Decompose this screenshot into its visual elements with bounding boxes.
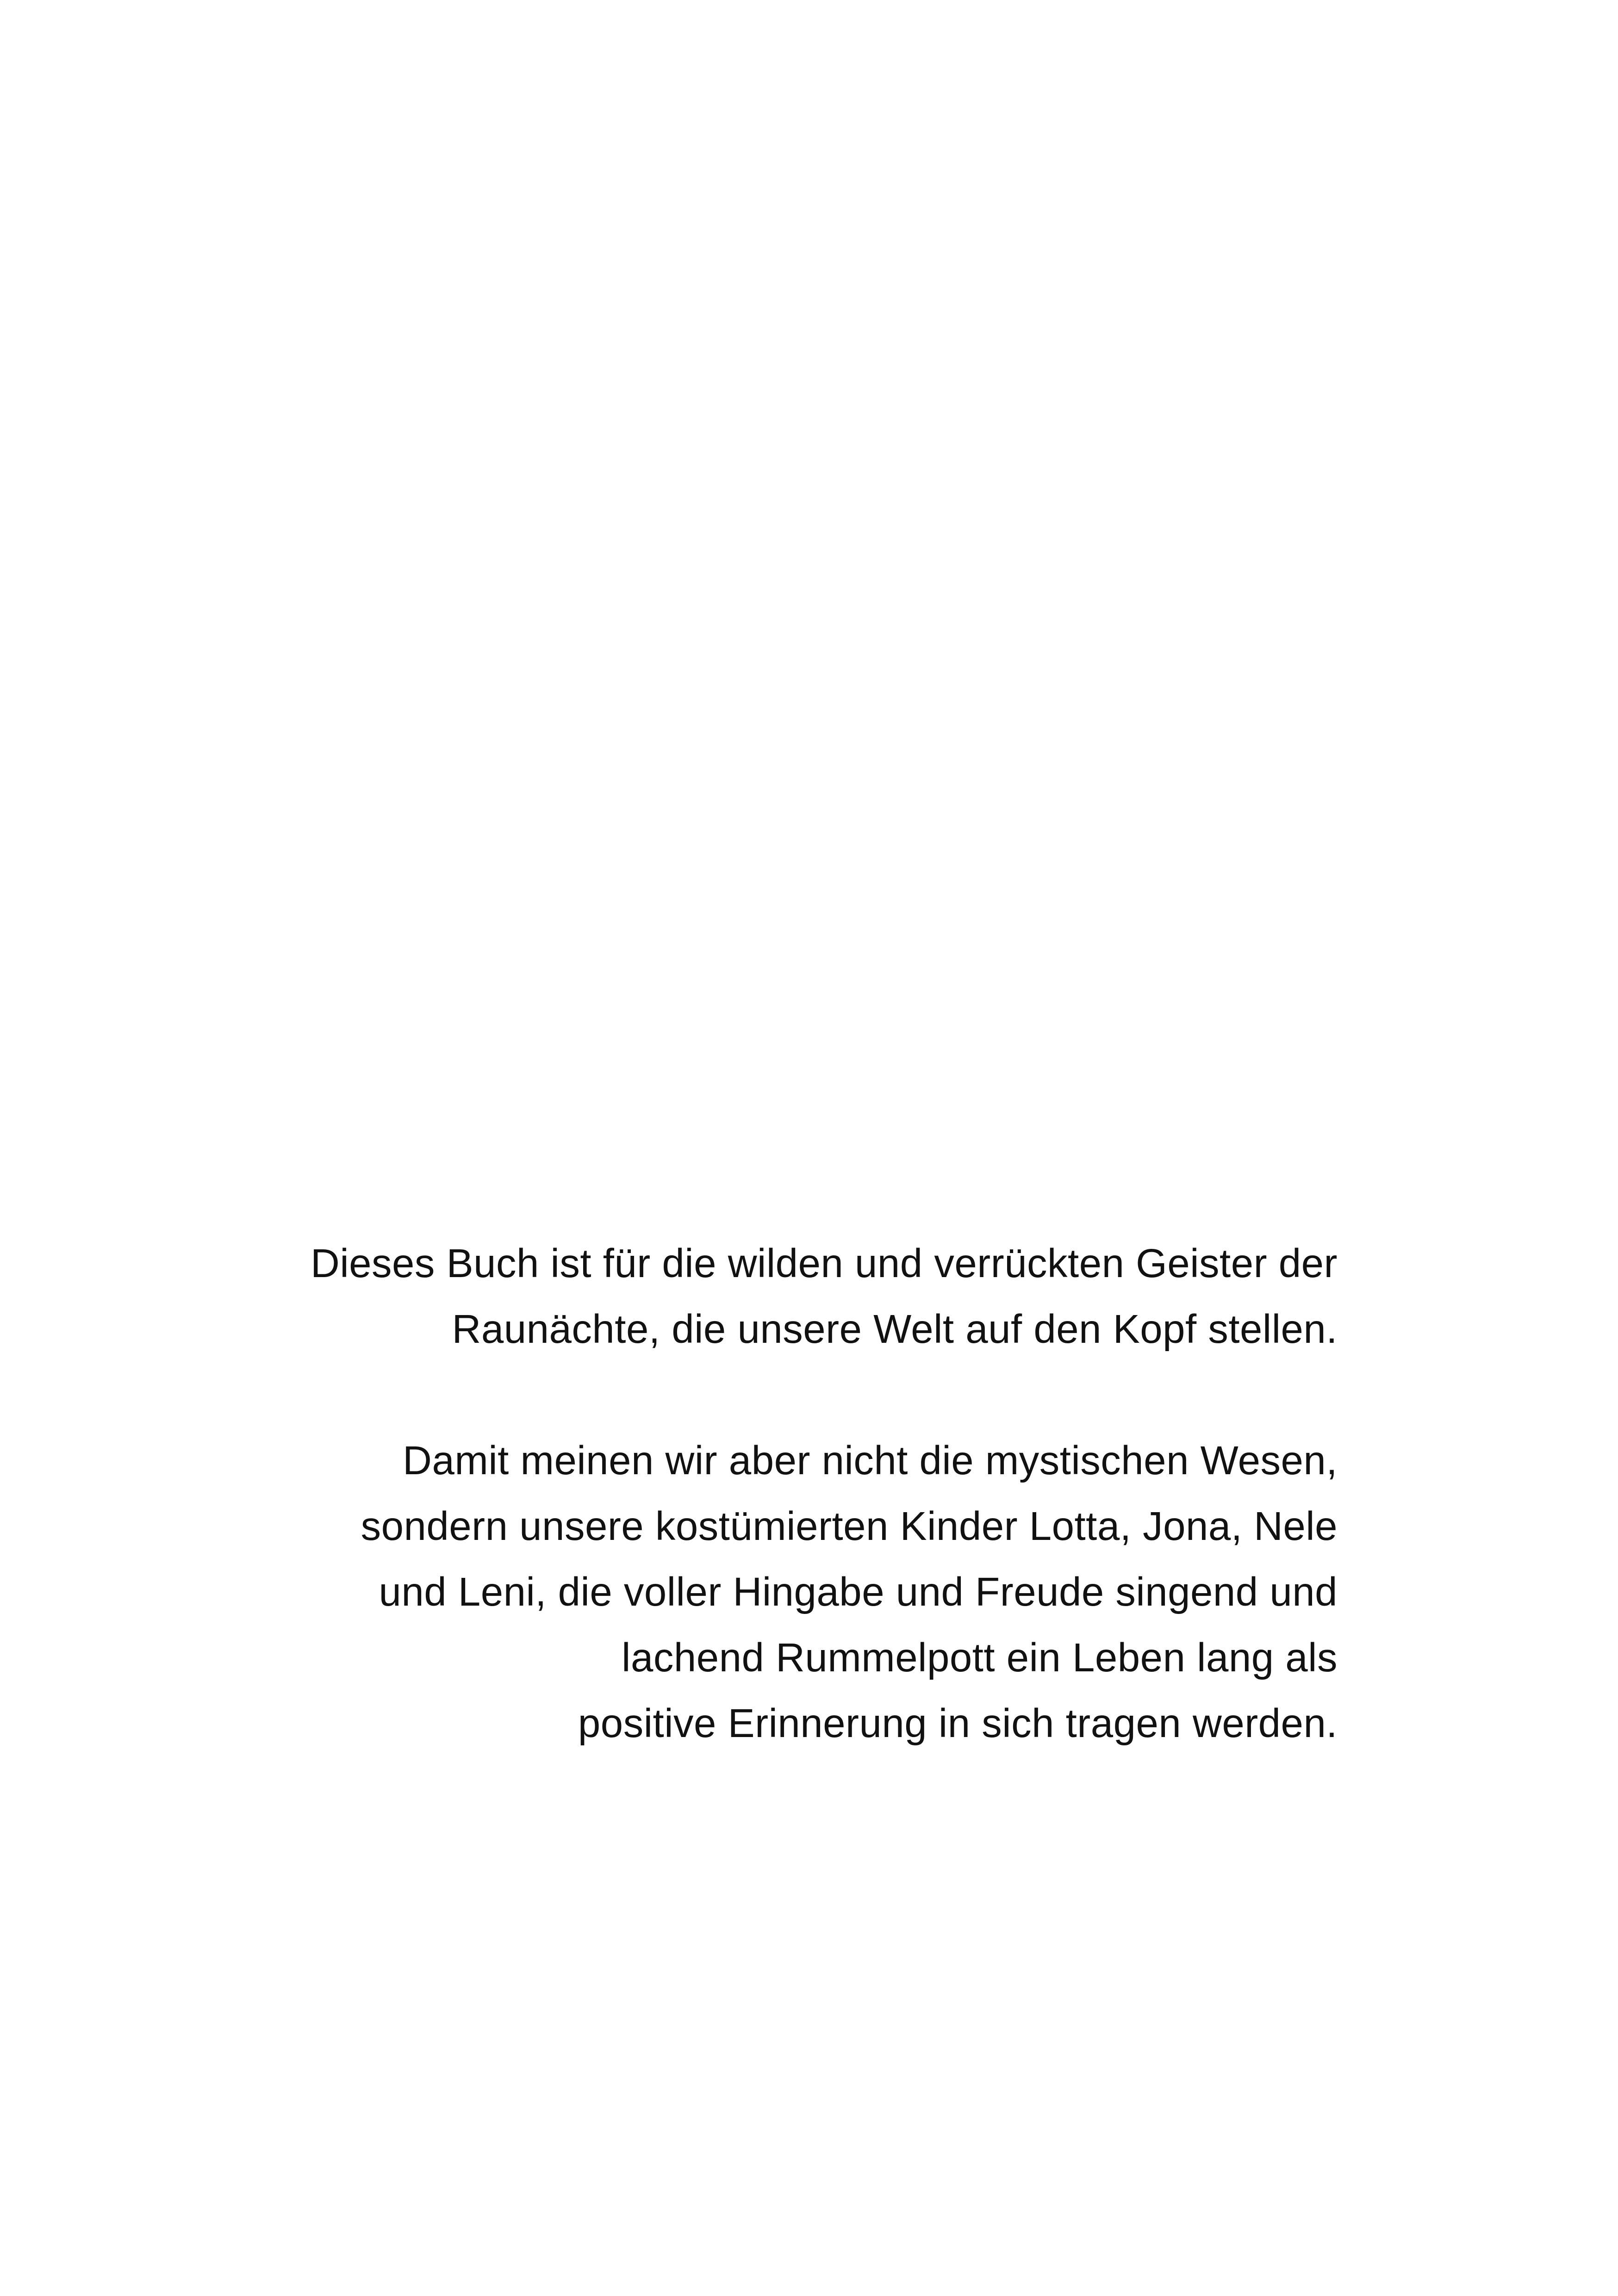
dedication-paragraph-2 <box>227 1428 1338 1756</box>
text-line: Raunächte, die unsere Welt auf den Kopf stellen. <box>452 1307 1338 1352</box>
text-line: sondern unsere kostümierten Kinder Lotta, Jona, Nele <box>361 1504 1338 1549</box>
text-line: lachend Rummelpott ein Leben lang als <box>622 1635 1338 1680</box>
text-line: und Leni, die voller Hingabe und Freude singend und <box>379 1570 1338 1614</box>
text-line: Dieses Buch ist für die wilden und verrückten Geister der <box>310 1241 1338 1286</box>
text-line: positive Erinnerung in sich tragen werden. <box>578 1701 1338 1746</box>
dedication-text <box>227 1231 1338 1756</box>
text-line: Damit meinen wir aber nicht die mystischen Wesen, <box>403 1438 1338 1483</box>
dedication-paragraph-1 <box>227 1231 1338 1362</box>
